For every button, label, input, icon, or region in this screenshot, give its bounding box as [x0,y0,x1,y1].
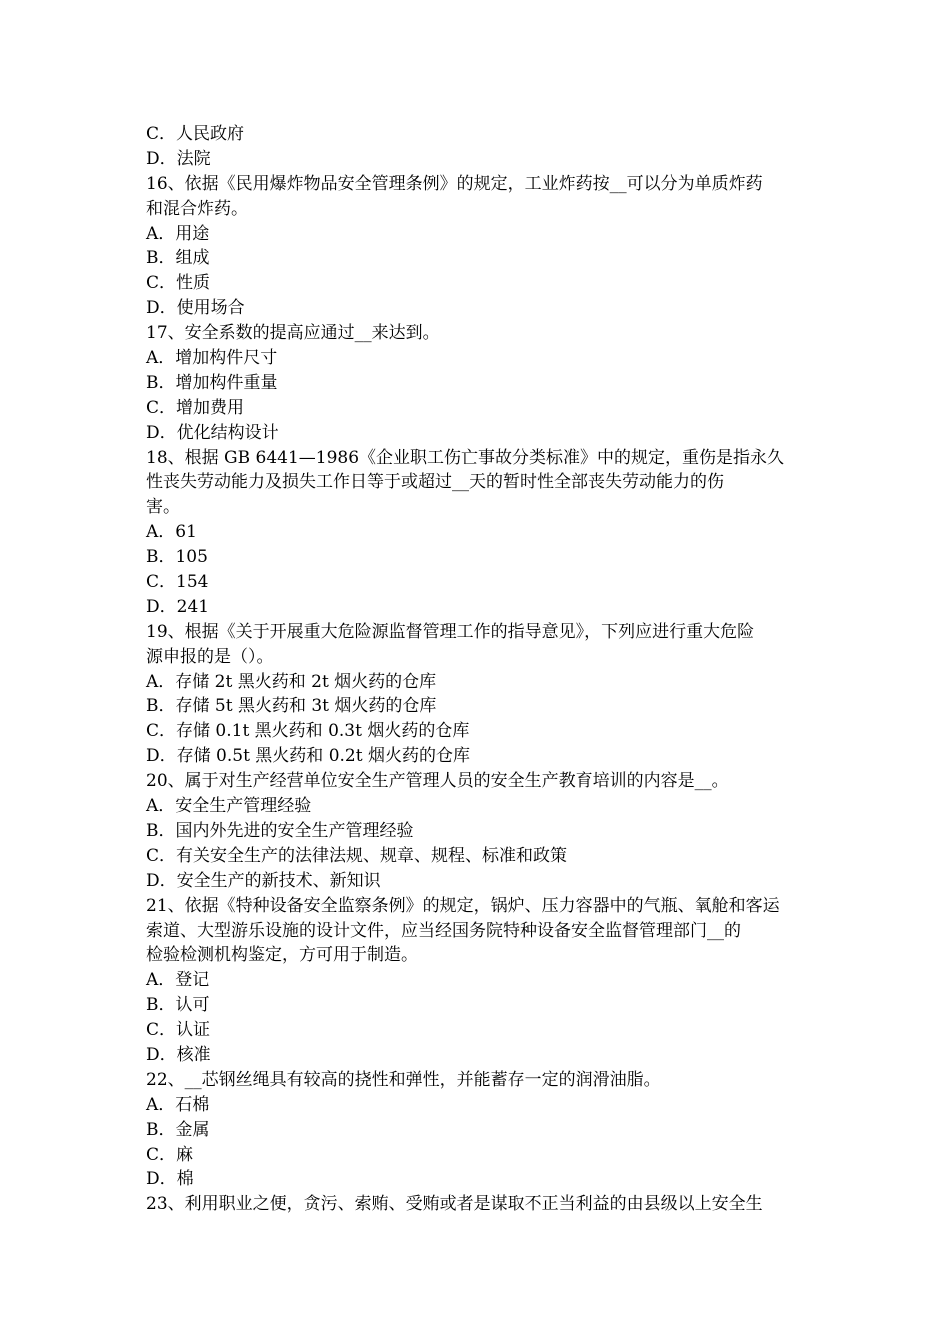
question-line: 23、利用职业之便，贪污、索贿、受贿或者是谋取不正当利益的由县级以上安全生 [146,1194,763,1215]
option-line: C．麻 [146,1144,194,1165]
question-line: 16、依据《民用爆炸物品安全管理条例》的规定，工业炸药按__可以分为单质炸药 [146,173,763,194]
option-line: A．用途 [146,223,210,244]
option-line: B．存储 5t 黑火药和 3t 烟火药的仓库 [146,696,437,717]
option-line: D．优化结构设计 [146,422,279,443]
question-line: 索道、大型游乐设施的设计文件，应当经国务院特种设备安全监督管理部门__的 [146,920,741,941]
option-line: B．组成 [146,248,210,269]
option-line: A．61 [146,522,197,543]
option-line: A．登记 [146,970,210,991]
option-line: B．金属 [146,1119,210,1140]
option-line: D．安全生产的新技术、新知识 [146,870,381,891]
option-line: C．有关安全生产的法律法规、规章、规程、标准和政策 [146,845,568,866]
document-page [146,122,810,1217]
option-line: C．人民政府 [146,124,245,144]
option-line: D．存储 0.5t 黑火药和 0.2t 烟火药的仓库 [146,746,470,767]
question-line: 害。 [146,497,180,518]
option-line: A．安全生产管理经验 [146,796,312,817]
question-line: 检验检测机构鉴定，方可用于制造。 [146,945,418,966]
option-line: B．增加构件重量 [146,372,278,393]
option-line: D．241 [146,596,210,617]
question-line: 和混合炸药。 [146,198,248,219]
option-line: D．法院 [146,148,211,169]
question-line: 性丧失劳动能力及损失工作日等于或超过__天的暂时性全部丧失劳动能力的伤 [146,472,724,493]
question-line: 20、属于对生产经营单位安全生产管理人员的安全生产教育培训的内容是__。 [146,771,729,792]
question-line: 19、根据《关于开展重大危险源监督管理工作的指导意见》，下列应进行重大危险 [146,621,755,642]
option-line: B．105 [146,547,208,568]
question-line: 22、__芯钢丝绳具有较高的挠性和弹性，并能蓄存一定的润滑油脂。 [146,1069,661,1090]
option-line: C．存储 0.1t 黑火药和 0.3t 烟火药的仓库 [146,721,470,742]
option-line: D．棉 [146,1169,194,1190]
option-line: A．石棉 [146,1094,210,1115]
option-line: C．154 [146,572,209,593]
question-line: 18、根据 GB 6441—1986《企业职工伤亡事故分类标准》中的规定，重伤是指永久 [146,447,785,468]
option-line: A．增加构件尺寸 [146,348,278,369]
option-line: C．认证 [146,1020,211,1041]
option-line: C．增加费用 [146,397,245,418]
option-line: B．国内外先进的安全生产管理经验 [146,820,414,841]
option-line: B．认可 [146,995,210,1016]
option-line: D．核准 [146,1044,211,1065]
question-line: 源申报的是（）。 [146,646,274,667]
option-line: C．性质 [146,273,211,294]
question-line: 21、依据《特种设备安全监察条例》的规定，锅炉、压力容器中的气瓶、氧舱和客运 [146,895,780,916]
option-line: D．使用场合 [146,298,245,319]
option-line: A．存储 2t 黑火药和 2t 烟火药的仓库 [146,671,437,692]
question-line: 17、安全系数的提高应通过__来达到。 [146,323,440,344]
